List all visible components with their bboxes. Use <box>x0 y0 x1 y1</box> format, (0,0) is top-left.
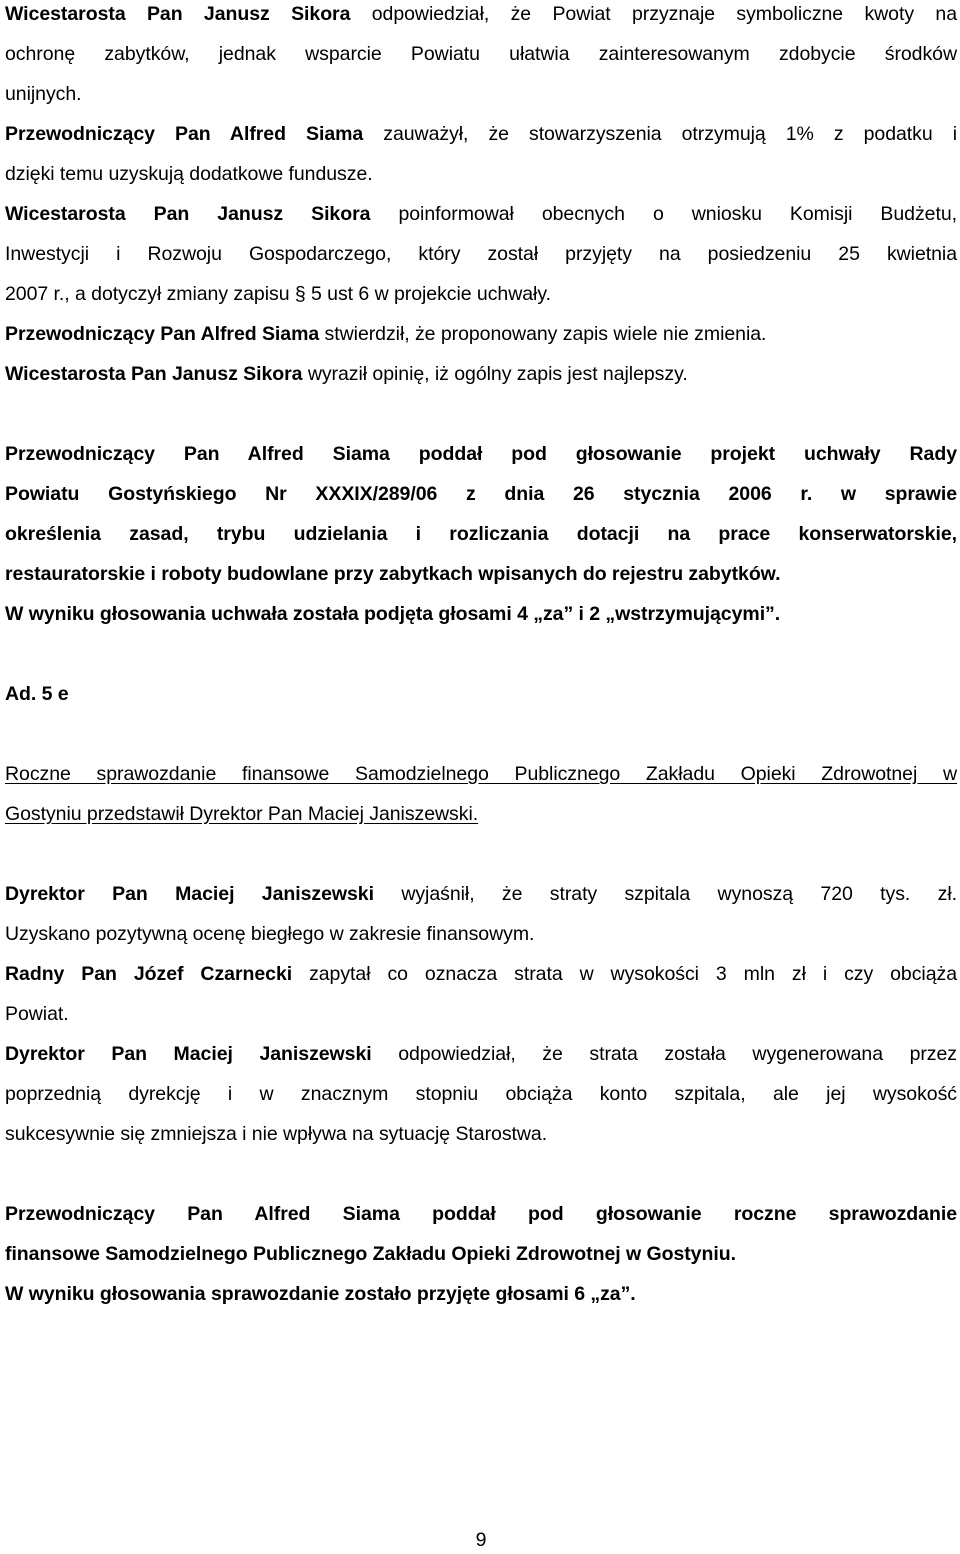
text-line <box>5 800 478 828</box>
text-line <box>5 240 957 268</box>
bold-text: W wyniku głosowania sprawozdanie zostało przyjęte głosami 6 „za”. <box>5 1283 636 1305</box>
text-line <box>5 1120 547 1148</box>
text-run: odpowiedział, że strata została wygenerowana przez <box>371 1043 957 1065</box>
text-run: unijnych. <box>5 83 82 105</box>
text-line <box>5 520 957 548</box>
text-run: Inwestycji i Rozwoju Gospodarczego, który został przyjęty na posiedzeniu 25 kwietnia <box>5 243 957 265</box>
text-line <box>5 480 957 508</box>
text-line <box>5 760 957 788</box>
text-run: odpowiedział, że Powiat przyznaje symboliczne kwoty na <box>350 3 957 25</box>
text-line <box>5 80 82 108</box>
text-run: Uzyskano pozytywną ocenę biegłego w zakresie finansowym. <box>5 923 535 945</box>
text-line <box>5 40 957 68</box>
text-line <box>5 920 534 948</box>
text-line <box>5 1200 957 1228</box>
text-run: wyjaśnił, że straty szpitala wynoszą 720 tys. zł. <box>373 883 957 905</box>
underlined-text: Roczne sprawozdanie finansowe Samodzielnego Publicznego Zakładu Opieki Zdrowotnej w <box>5 763 957 785</box>
text-line <box>5 960 957 988</box>
bold-text: finansowe Samodzielnego Publicznego Zakładu Opieki Zdrowotnej w Gostyniu. <box>5 1243 736 1265</box>
text-line <box>5 440 957 468</box>
text-run: wyraził opinię, iż ogólny zapis jest najlepszy. <box>302 363 688 385</box>
text-line <box>5 560 780 588</box>
text-run: zauważył, że stowarzyszenia otrzymują 1% z podatku i <box>363 123 957 145</box>
text-line <box>5 120 957 148</box>
bold-text: Dyrektor Pan Maciej Janiszewski <box>5 883 374 905</box>
bold-text: Przewodniczący Pan Alfred Siama poddał pod głosowanie projekt uchwały Rady <box>5 443 957 465</box>
bold-text: Przewodniczący Pan Alfred Siama <box>5 323 320 345</box>
bold-text: 5 e <box>36 683 69 705</box>
bold-text: Ad. <box>5 683 37 705</box>
text-line <box>5 1000 69 1028</box>
document-page <box>5 0 957 1554</box>
text-run: poprzednią dyrekcję i w znacznym stopniu obciąża konto szpitala, ale jej wysokość <box>5 1083 957 1105</box>
bold-text: Powiatu Gostyńskiego Nr XXXIX/289/06 z dnia 26 stycznia 2006 r. w sprawie <box>5 483 957 505</box>
text-run: 2007 r., a dotyczył zmiany zapisu § 5 ust 6 w projekcie uchwały. <box>5 283 551 305</box>
text-line <box>5 280 551 308</box>
text-run: dzięki temu uzyskują dodatkowe fundusze. <box>5 163 373 185</box>
bold-text: określenia zasad, trybu udzielania i rozliczania dotacji na prace konserwatorskie, <box>5 523 957 545</box>
text-line <box>5 680 69 708</box>
text-run: sukcesywnie się zmniejsza i nie wpływa na sytuację Starostwa. <box>5 1123 548 1145</box>
text-line <box>5 0 957 28</box>
text-line <box>5 600 780 628</box>
text-line <box>5 320 766 348</box>
bold-text: Dyrektor Pan Maciej Janiszewski <box>5 1043 372 1065</box>
text-run: stwierdził, że proponowany zapis wiele nie zmienia. <box>319 323 767 345</box>
text-line <box>5 360 688 388</box>
text-line <box>5 160 373 188</box>
bold-text: Wicestarosta Pan Janusz Sikora <box>5 3 351 25</box>
text-line <box>5 880 957 908</box>
bold-text: Wicestarosta Pan Janusz Sikora <box>5 203 371 225</box>
underlined-text: Gostyniu przedstawił Dyrektor Pan Maciej Janiszewski. <box>5 803 479 825</box>
text-run: ochronę zabytków, jednak wsparcie Powiatu ułatwia zainteresowanym zdobycie środków <box>5 43 957 65</box>
page-number: 9 <box>475 1529 487 1551</box>
bold-text: restauratorskie i roboty budowlane przy zabytkach wpisanych do rejestru zabytków. <box>5 563 781 585</box>
text-line <box>5 1040 957 1068</box>
text-line <box>5 1080 957 1108</box>
text-line <box>5 200 957 228</box>
bold-text: Przewodniczący Pan Alfred Siama <box>5 123 364 145</box>
text-run: poinformował obecnych o wniosku Komisji Budżetu, <box>370 203 957 225</box>
bold-text: Radny Pan Józef Czarnecki <box>5 963 293 985</box>
bold-text: Wicestarosta Pan Janusz Sikora <box>5 363 303 385</box>
text-line <box>5 1240 736 1268</box>
text-line <box>5 1280 636 1308</box>
bold-text: Przewodniczący Pan Alfred Siama poddał pod głosowanie roczne sprawozdanie <box>5 1203 957 1225</box>
text-run: Powiat. <box>5 1003 69 1025</box>
text-run: zapytał co oznacza strata w wysokości 3 mln zł i czy obciąża <box>292 963 957 985</box>
bold-text: W wyniku głosowania uchwała została podjęta głosami 4 „za” i 2 „wstrzymującymi”. <box>5 603 781 625</box>
